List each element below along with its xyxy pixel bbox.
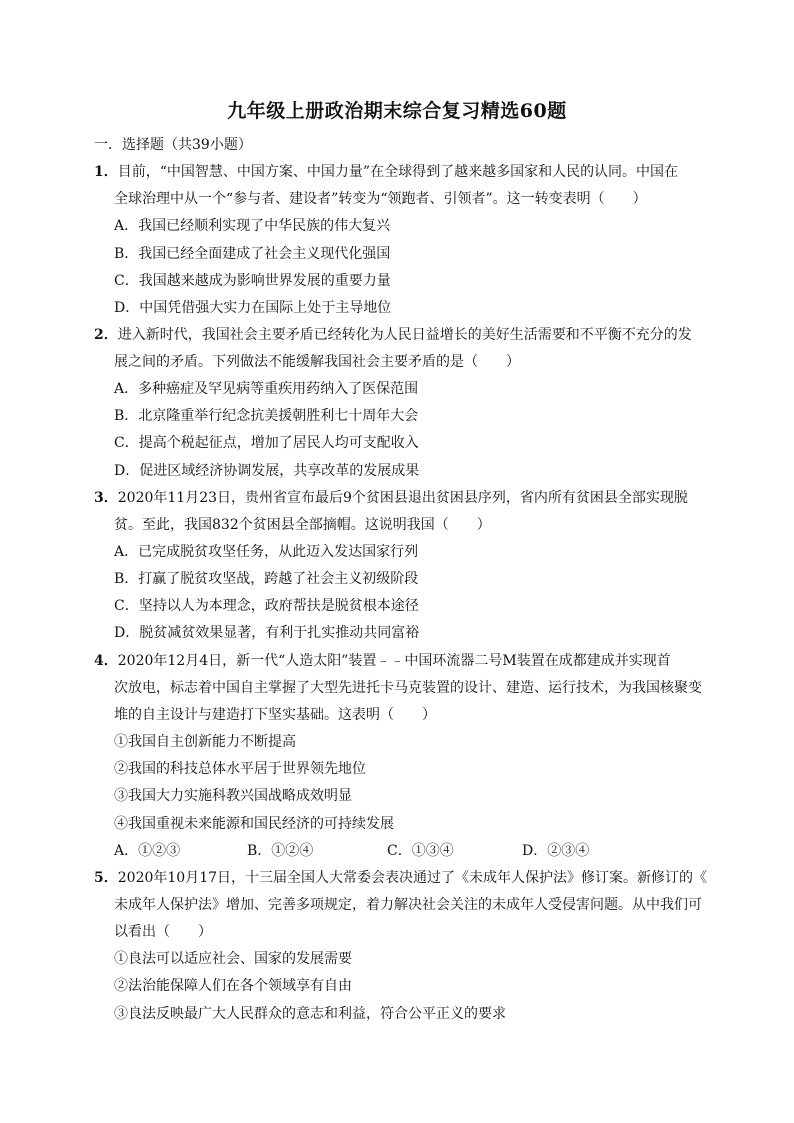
question-number: 3． xyxy=(94,490,118,506)
question-3 xyxy=(94,489,688,507)
option-b: B．我国已经全面建成了社会主义现代化强国 xyxy=(114,246,391,262)
option-d: D．促进区域经济协调发展，共享改革的发展成果 xyxy=(114,463,420,479)
statement-2: ②我国的科技总体水平居于世界领先地位 xyxy=(114,761,366,777)
question-1 xyxy=(94,163,678,181)
statement-4: ④我国重视未来能源和国民经济的可持续发展 xyxy=(114,816,394,832)
question-text: 全球治理中从一个“参与者、建设者”转变为“领跑者、引领者”。这一转变表明（ ） xyxy=(114,191,647,207)
question-number: 1． xyxy=(94,164,118,180)
question-number: 5． xyxy=(94,870,118,886)
option-c: C．提高个税起征点，增加了居民人均可支配收入 xyxy=(114,435,419,451)
option-a: A．多种癌症及罕见病等重疾用药纳入了医保范围 xyxy=(114,381,419,397)
option-d: D．中国凭借强大实力在国际上处于主导地位 xyxy=(114,300,392,316)
question-text: 次放电，标志着中国自主掌握了大型先进托卡马克装置的设计、建造、运行技术，为我国核聚变 xyxy=(114,680,702,696)
question-text: 展之间的矛盾。下列做法不能缓解我国社会主要矛盾的是（ ） xyxy=(114,354,520,370)
question-text: 进入新时代，我国社会主要矛盾已经转化为人民日益增长的美好生活需要和不平衡不充分的发 xyxy=(117,327,692,343)
option-d: D．脱贫减贫效果显著，有利于扎实推动共同富裕 xyxy=(114,625,420,641)
question-text: 堆的自主设计与建造打下坚实基础。这表明（ ） xyxy=(114,707,436,723)
option-c: C．坚持以人为本理念，政府帮扶是脱贫根本途径 xyxy=(114,598,419,614)
option-a: A．我国已经顺利实现了中华民族的伟大复兴 xyxy=(114,218,391,234)
question-text: 2020年11月23日，贵州省宣布最后9个贫困县退出贫困县序列，省内所有贫困县全部实现脱 xyxy=(117,490,688,506)
question-2 xyxy=(94,326,692,344)
option-b: B．北京隆重举行纪念抗美援朝胜利七十周年大会 xyxy=(114,408,419,424)
option-c: C．我国越来越成为影响世界发展的重要力量 xyxy=(114,273,391,289)
question-text: 以看出（ ） xyxy=(114,924,212,940)
page-title: 九年级上册政治期末综合复习精选60题 xyxy=(227,100,567,122)
question-4 xyxy=(94,652,671,670)
question-text: 未成年人保护法》增加、完善多项规定，着力解决社会关注的未成年人受侵害问题。从中我们可 xyxy=(114,897,702,913)
option-c: C．①③④ xyxy=(387,843,454,859)
question-text: 贫。至此，我国832个贫困县全部摘帽。这说明我国（ ） xyxy=(114,517,491,533)
option-b: B．打赢了脱贫攻坚战，跨越了社会主义初级阶段 xyxy=(114,571,419,587)
option-a: A．已完成脱贫攻坚任务，从此迈入发达国家行列 xyxy=(114,544,419,560)
statement-2: ②法治能保障人们在各个领域享有自由 xyxy=(114,978,352,994)
question-text: 2020年10月17日，十三届全国人大常委会表决通过了《未成年人保护法》修订案。新修订的《 xyxy=(117,870,708,886)
statement-3: ③良法反映最广大人民群众的意志和利益，符合公平正义的要求 xyxy=(114,1006,506,1022)
question-number: 2． xyxy=(94,327,118,343)
option-b: B．①②④ xyxy=(247,843,314,859)
statement-1: ①良法可以适应社会、国家的发展需要 xyxy=(114,951,352,967)
question-number: 4． xyxy=(94,653,118,669)
question-text: 目前，“中国智慧、中国方案、中国力量”在全球得到了越来越多国家和人民的认同。中国在 xyxy=(117,164,679,180)
statement-1: ①我国自主创新能力不断提高 xyxy=(114,734,296,750)
option-a: A．①②③ xyxy=(114,843,181,859)
statement-3: ③我国大力实施科教兴国战略成效明显 xyxy=(114,788,352,804)
question-5 xyxy=(94,869,707,887)
section-heading: 一．选择题（共39小题） xyxy=(94,137,252,153)
question-text: 2020年12月4日，新一代“人造太阳”装置﹣﹣中国环流器二号M装置在成都建成并实现首 xyxy=(117,653,671,669)
option-d: D．②③④ xyxy=(522,843,590,859)
